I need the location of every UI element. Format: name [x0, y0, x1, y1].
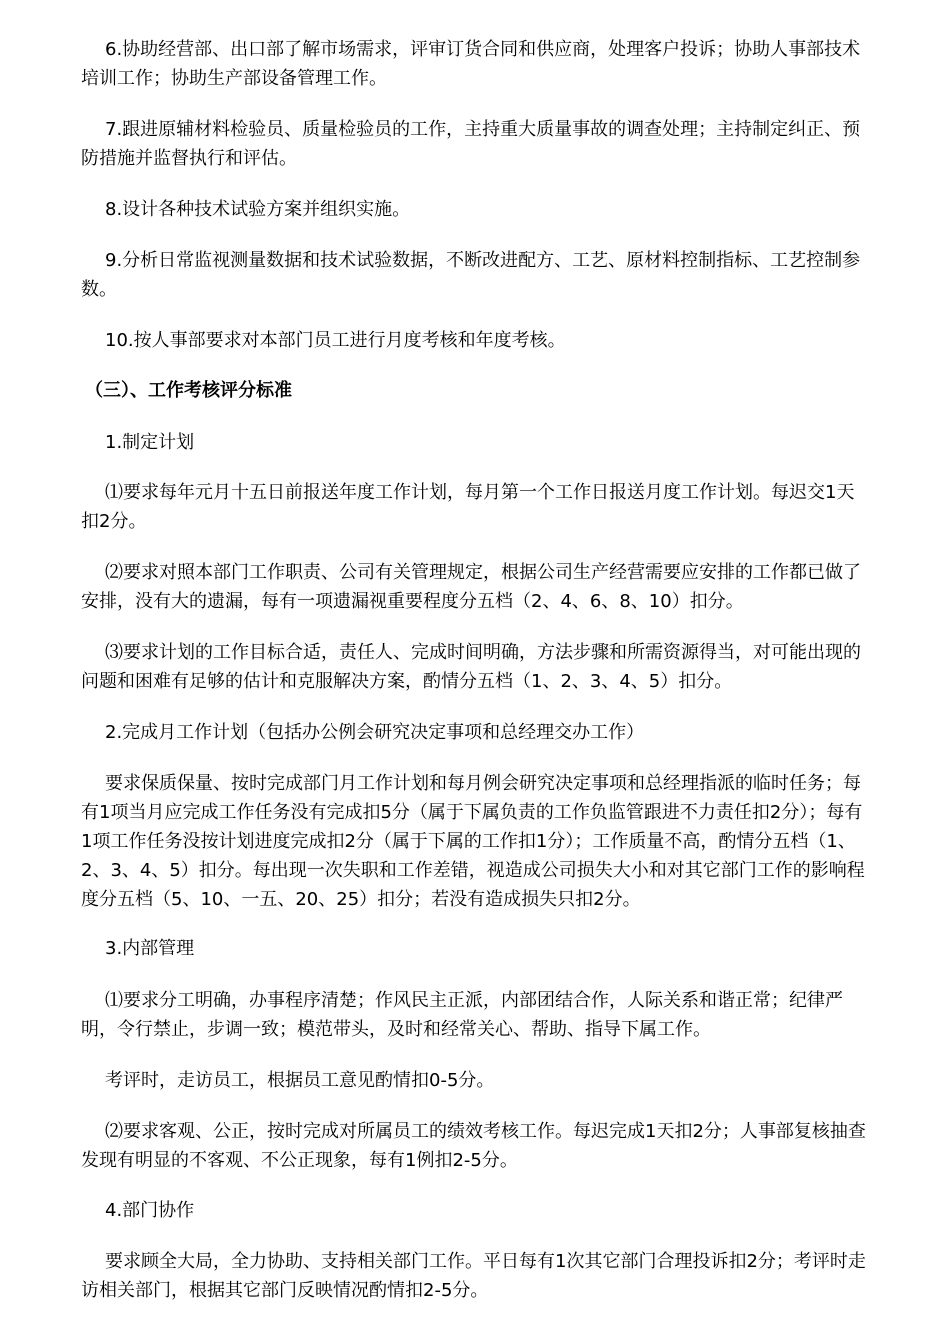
paragraph-item-9: 9.分析日常监视测量数据和技术试验数据，不断改进配方、工艺、原材料控制指标、工艺控制参数。: [81, 250, 861, 300]
subheading-cooperation: 4.部门协作: [105, 1200, 195, 1221]
paragraph-item-8: 8.设计各种技术试验方案并组织实施。: [105, 199, 411, 220]
paragraph-item-10: 10.按人事部要求对本部门员工进行月度考核和年度考核。: [105, 330, 566, 351]
paragraph-plan-2: ⑵要求对照本部门工作职责、公司有关管理规定，根据公司生产经营需要应安排的工作都已做了安排，没有大的遗漏，每有一项遗漏视重要程度分五档（2、4、6、8、10）扣分。: [81, 562, 861, 612]
paragraph-plan-1: ⑴要求每年元月十五日前报送年度工作计划，每月第一个工作日报送月度工作计划。每迟交1天扣2分。: [81, 482, 855, 532]
section-heading: （三）、工作考核评分标准: [85, 380, 292, 401]
paragraph-internal-note: 考评时，走访员工，根据员工意见酌情扣0-5分。: [105, 1070, 495, 1091]
paragraph-cooperation: 要求顾全大局，全力协助、支持相关部门工作。平日每有1次其它部门合理投诉扣2分；考评时走访相关部门，根据其它部门反映情况酌情扣2-5分。: [81, 1251, 866, 1301]
subheading-internal-management: 3.内部管理: [105, 938, 195, 959]
paragraph-internal-2: ⑵要求客观、公正，按时完成对所属员工的绩效考核工作。每迟完成1天扣2分；人事部复核抽查发现有明显的不客观、不公正现象，每有1例扣2-5分。: [81, 1121, 866, 1171]
subheading-plan: 1.制定计划: [105, 432, 195, 453]
paragraph-internal-1: ⑴要求分工明确，办事程序清楚；作风民主正派，内部团结合作，人际关系和谐正常；纪律严明，令行禁止，步调一致；模范带头，及时和经常关心、帮助、指导下属工作。: [81, 990, 843, 1040]
subheading-monthly-plan: 2.完成月工作计划（包括办公例会研究决定事项和总经理交办工作）: [105, 722, 645, 743]
paragraph-monthly-plan: 要求保质保量、按时完成部门月工作计划和每月例会研究决定事项和总经理指派的临时任务；每有1项当月应完成工作任务没有完成扣5分（属于下属负责的工作负监管跟进不力责任扣2分）；每有1项工作任务没按计划进度完成扣2分（属于下属的工作扣1分）；工作质量不高，酌情分五档（1、2、3、4、5）扣分。每出现一次失职和工作差错，视造成公司损失大小和对其它部门工作的影响程度分五档（5、10、一五、20、25）扣分；若没有造成损失只扣2分。: [81, 773, 865, 910]
paragraph-item-7: 7.跟进原辅材料检验员、质量检验员的工作，主持重大质量事故的调查处理；主持制定纠正、预防措施并监督执行和评估。: [81, 119, 861, 169]
paragraph-plan-3: ⑶要求计划的工作目标合适，责任人、完成时间明确，方法步骤和所需资源得当，对可能出现的问题和困难有足够的估计和克服解决方案，酌情分五档（1、2、3、4、5）扣分。: [81, 642, 861, 692]
paragraph-item-6: 6.协助经营部、出口部了解市场需求，评审订货合同和供应商，处理客户投诉；协助人事部技术培训工作；协助生产部设备管理工作。: [81, 39, 861, 89]
